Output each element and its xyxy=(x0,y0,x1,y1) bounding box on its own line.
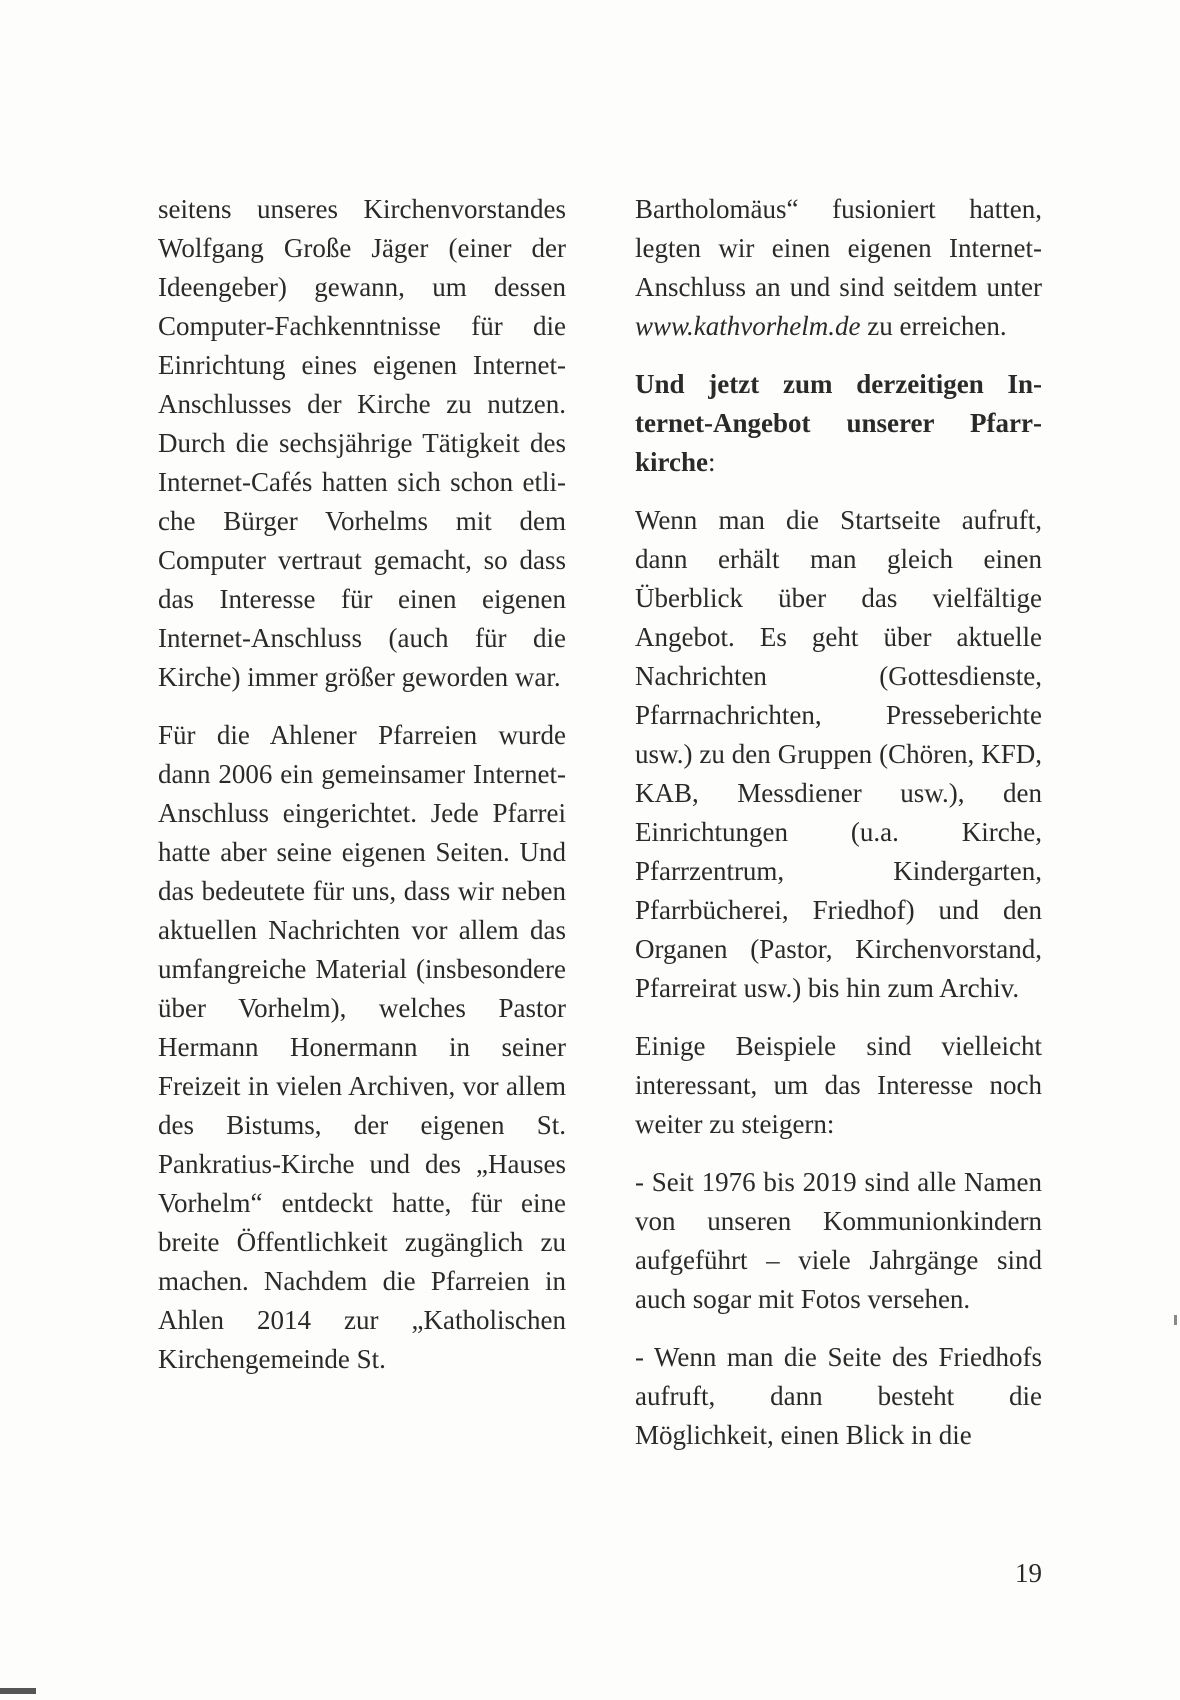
scan-speck xyxy=(1174,1315,1177,1325)
left-paragraph-2: Für die Ahlener Pfarreien wurde dann 2006 ein gemeinsamer Internet-Anschluss eingerichtet. Jede Pfarrei hatte aber seine eigenen Seiten. Und das bedeutete für uns, dass wir neben aktuellen Nachrichten vor allem das umfangreiche Material (insbesondere über Vorhelm), welches Pastor Hermann Honermann in seiner Freizeit in vielen Archiven, vor allem des Bistums, der eigenen St. Pankratius-Kirche und des „Hauses Vorhelm“ entdeckt hatte, für eine breite Öffentlichkeit zugänglich zu machen. Nachdem die Pfarreien in Ahlen 2014 zur „Katholischen Kirchengemeinde St. xyxy=(158,720,566,1374)
website-url: www.kathvorhelm.de xyxy=(635,311,861,341)
section-heading-text: Und jetzt zum derzeitigen Internet-Angebot unserer Pfarrkirche xyxy=(635,369,1042,477)
right-paragraph-1-end: zu erreichen. xyxy=(860,311,1007,341)
right-paragraph-2: Wenn man die Startseite aufruft, dann erhält man gleich einen Überblick über das vielfältige Angebot. Es geht über aktuelle Nachrichten (Gottesdienste, Pfarrnachrichten, Presseberichte usw.) zu den Gruppen (Chören, KFD, KAB, Messdiener usw.), den Einrichtungen (u.a. Kirche, Pfarrzentrum, Kindergarten, Pfarrbücherei, Friedhof) und den Organen (Pastor, Kirchenvorstand, Pfarreirat usw.) bis hin zum Archiv. xyxy=(635,505,1042,1003)
right-column xyxy=(635,190,1042,1455)
right-paragraph-1 xyxy=(635,190,1042,346)
right-paragraph-5: - Wenn man die Seite des Friedhofs aufruft, dann besteht die Möglichkeit, einen Blick in die xyxy=(635,1342,1042,1450)
scan-edge-mark xyxy=(0,1688,36,1694)
right-paragraph-3: Einige Beispiele sind vielleicht interessant, um das Interesse noch weiter zu steigern: xyxy=(635,1031,1042,1139)
section-heading xyxy=(635,365,1042,482)
right-paragraph-1-text: Bartholomäus“ fusioniert hatten, legten wir einen eigenen Internet-Anschluss an und sind seitdem unter xyxy=(635,194,1042,302)
page-number: 19 xyxy=(1015,1558,1042,1588)
left-column xyxy=(158,190,566,1379)
left-paragraph-1: seitens unseres Kirchenvorstandes Wolfgang Große Jäger (einer der Ideengeber) gewann, um dessen Computer-Fachkenntnisse für die Einrichtung eines eigenen Internet-Anschlusses der Kirche zu nutzen. Durch die sechsjährige Tätigkeit des Internet-Cafés hatten sich schon etliche Bürger Vorhelms mit dem Computer vertraut gemacht, so dass das Interesse für einen eigenen Internet-Anschluss (auch für die Kirche) immer größer geworden war. xyxy=(158,194,566,692)
section-heading-colon: : xyxy=(708,447,716,477)
right-paragraph-4: - Seit 1976 bis 2019 sind alle Namen von unseren Kommunionkindern aufgeführt – viele Jahrgänge sind auch sogar mit Fotos versehen. xyxy=(635,1167,1042,1314)
